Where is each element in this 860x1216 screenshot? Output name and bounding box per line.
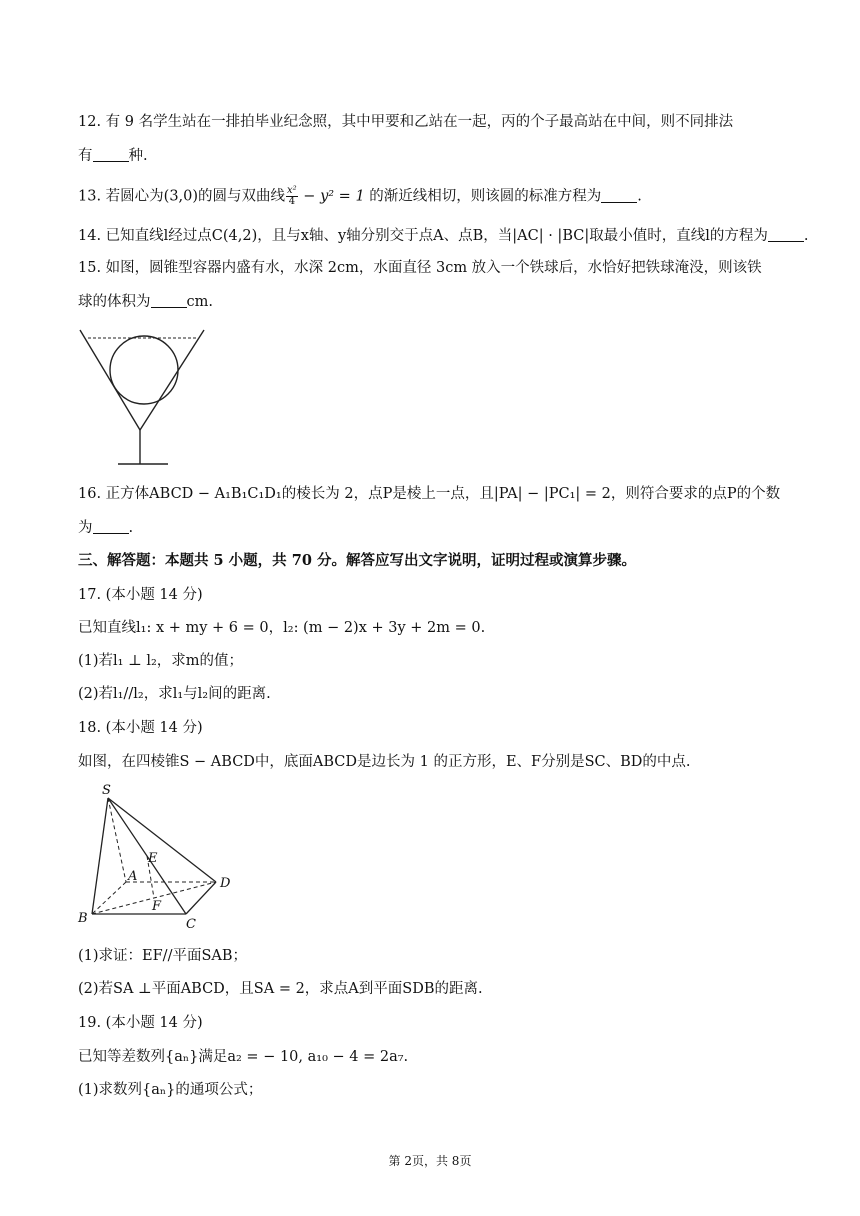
cone-left-edge: [80, 330, 140, 430]
q16-text-a: 为: [78, 520, 93, 536]
vertex-label-S: S: [102, 783, 111, 798]
q14-line: [78, 226, 809, 246]
q15-text-b: cm.: [186, 294, 213, 310]
q19-part1: (1)求数列{aₙ}的通项公式；: [78, 1082, 263, 1098]
q17-part1: (1)若l₁ ⊥ l₂，求m的值；: [78, 653, 244, 669]
q15-text-a: 球的体积为: [78, 294, 151, 310]
answer-blank: [93, 149, 129, 162]
q14-text: 14. 已知直线l经过点C(4,2)，且与x轴、y轴分别交于点A、点B，当|AC| · |BC|取最小值时，直线l的方程为: [78, 228, 768, 244]
q12-line2: [78, 146, 800, 166]
q17-heading: 17. (本小题 14 分): [78, 587, 203, 603]
iron-ball: [110, 336, 178, 404]
answer-blank: [151, 295, 187, 308]
q19-stem: 已知等差数列{aₙ}满足a₂ = − 10, a₁₀ − 4 = 2a₇.: [78, 1049, 409, 1065]
q13-frac-den: 4: [288, 196, 296, 207]
q12-line1: 12. 有 9 名学生站在一排拍毕业纪念照，其中甲要和乙站在一起，丙的个子最高站在中间，则不同排法: [78, 114, 734, 130]
vertex-label-C: C: [186, 917, 196, 932]
pyramid-figure: [74, 782, 244, 932]
q17-part2: (2)若l₁//l₂，求l₁与l₂间的距离.: [78, 686, 271, 702]
answer-blank: [93, 521, 129, 534]
vertex-label-D: D: [220, 876, 231, 891]
answer-blank: [601, 190, 637, 203]
edge-SD: [108, 798, 216, 882]
section-heading: 三、解答题：本题共 5 小题，共 70 分。解答应写出文字说明，证明过程或演算步骤。: [78, 552, 636, 569]
answer-blank: [768, 229, 804, 242]
q18-heading: 18. (本小题 14 分): [78, 720, 203, 736]
q16-line2: [78, 518, 800, 538]
edge-CD: [186, 882, 216, 914]
cone-figure: [74, 326, 214, 468]
q19-heading: 19. (本小题 14 分): [78, 1015, 203, 1031]
q17-stem: 已知直线l₁: x + my + 6 = 0，l₂: (m − 2)x + 3y + 2m = 0.: [78, 620, 486, 636]
q16-line1: 16. 正方体ABCD − A₁B₁C₁D₁的棱长为 2，点P是棱上一点，且|PA| − |PC₁| = 2，则符合要求的点P的个数: [78, 486, 781, 502]
q12-text-a: 有: [78, 148, 93, 164]
q12-text-b: 种.: [128, 148, 148, 164]
q15-line2: [78, 292, 800, 312]
q13-point: (3,0): [163, 188, 199, 205]
vertex-label-B: B: [78, 911, 88, 926]
vertex-label-E: E: [148, 851, 158, 866]
q18-part1: (1)求证：EF//平面SAB；: [78, 948, 248, 964]
q14-end: .: [803, 228, 809, 244]
q13-text-d: 的渐近线相切，则该圆的标准方程为: [364, 188, 602, 205]
q18-part2: (2)若SA ⊥平面ABCD，且SA = 2，求点A到平面SDB的距离.: [78, 981, 483, 997]
q13-equation: − y² = 1: [298, 188, 365, 205]
q18-stem: 如图，在四棱锥S − ABCD中，底面ABCD是边长为 1 的正方形，E、F分别是SC、BD的中点.: [78, 754, 691, 770]
q13-frac-num: x²: [287, 185, 297, 196]
vertex-label-A: A: [128, 869, 138, 884]
q15-line1: 15. 如图，圆锥型容器内盛有水，水深 2cm，水面直径 3cm 放入一个铁球后，水恰好把铁球淹没，则该铁: [78, 260, 762, 276]
q16-text-b: .: [128, 520, 134, 536]
cone-right-edge: [140, 330, 204, 430]
q13-text-a: 13. 若圆心为: [78, 188, 164, 205]
q13-fraction: [286, 186, 298, 207]
edge-SB: [92, 798, 108, 914]
vertex-label-F: F: [152, 899, 162, 914]
q13-text-e: .: [637, 188, 642, 205]
page-footer: 第 2页，共 8页: [388, 1154, 472, 1168]
q13-line: [78, 186, 800, 207]
q13-text-b: 的圆与双曲线: [198, 188, 286, 205]
